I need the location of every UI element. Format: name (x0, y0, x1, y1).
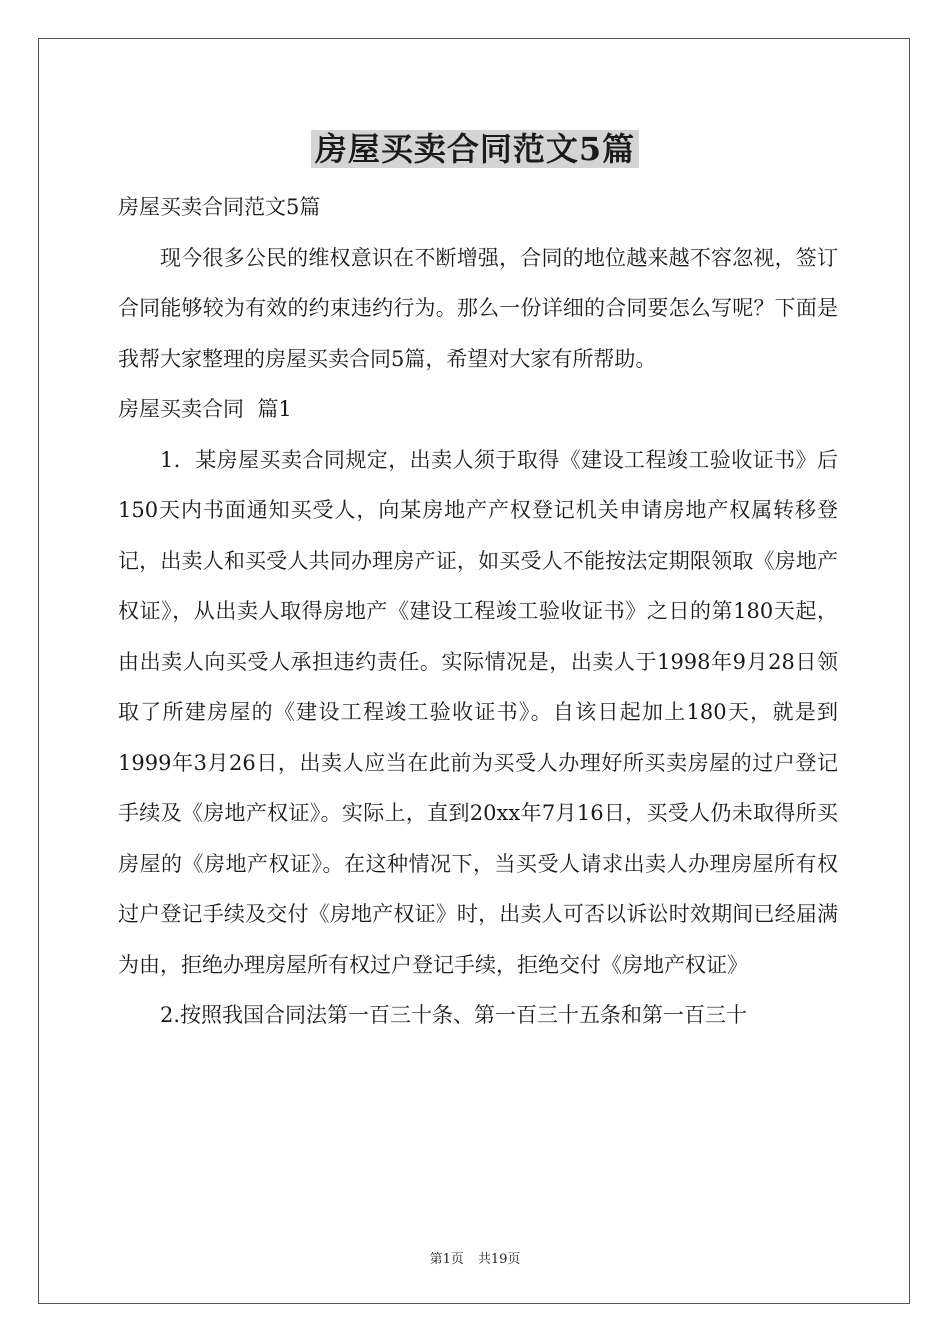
document-title-text: 房屋买卖合同范文5篇 (311, 130, 639, 168)
document-title (0, 128, 950, 170)
page-total: 共19页 (477, 1252, 521, 1267)
section-heading: 房屋买卖合同 篇1 (118, 397, 292, 421)
intro-paragraph: 现今很多公民的维权意识在不断增强，合同的地位越来越不容忽视，签订合同能够较为有效的约束违约行为。那么一份详细的合同要怎么写呢？下面是我帮大家整理的房屋买卖合同5篇，希望对大家有所帮助。 (118, 245, 838, 371)
section-paragraph-1: 1．某房屋买卖合同规定，出卖人须于取得《建设工程竣工验收证书》后150天内书面通知买受人，向某房地产产权登记机关申请房地产权属转移登记，出卖人和买受人共同办理房产证，如买受人不能按法定期限领取《房地产权证》，从出卖人取得房地产《建设工程竣工验收证书》之日的第180天起，由出卖人向买受人承担违约责任。实际情况是，出卖人于1998年9月28日领取了所建房屋的《建设工程竣工验收证书》。自该日起加上180天，就是到1999年3月26日，出卖人应当在此前为买受人办理好所买卖房屋的过户登记手续及《房地产权证》。实际上，直到20xx年7月16日，买受人仍未取得所买房屋的《房地产权证》。在这种情况下，当买受人请求出卖人办理房屋所有权过户登记手续及交付《房地产权证》时，出卖人可否以诉讼时效期间已经届满为由，拒绝办理房屋所有权过户登记手续，拒绝交付《房地产权证》 (118, 447, 838, 977)
section-paragraph-2: 2.按照我国合同法第一百三十条、第一百三十五条和第一百三十 (160, 1003, 748, 1027)
page-footer (0, 1248, 950, 1267)
document-body (118, 182, 838, 1041)
document-subtitle: 房屋买卖合同范文5篇 (118, 195, 321, 219)
page-number: 第1页 (429, 1252, 464, 1267)
